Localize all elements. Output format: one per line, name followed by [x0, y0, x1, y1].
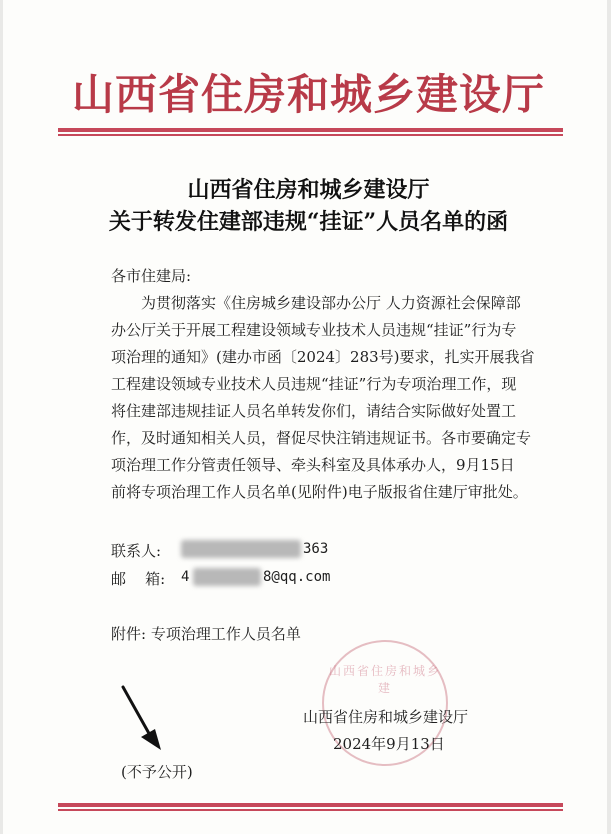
signature-org: 山西省住房和城乡建设厅: [303, 708, 469, 726]
redacted-phone: [181, 540, 301, 558]
body-line: 将住建部违规挂证人员名单转发你们，请结合实际做好处置工: [111, 402, 517, 420]
email-prefix: 4: [181, 569, 190, 585]
signature-date: 2024年9月13日: [333, 735, 445, 753]
arrow-icon: [113, 685, 173, 755]
body-line: 办公厅关于开展工程建设领域专业技术人员违规“挂证”行为专: [111, 321, 517, 339]
email-visible: 8@qq.com: [263, 569, 331, 585]
footer-rule-thick: [58, 803, 563, 807]
document-title-line-1: 山西省住房和城乡建设厅: [187, 177, 430, 203]
body-line: 项治理工作分管责任领导、牵头科室及具体承办人，9月15日: [111, 456, 515, 474]
body-line: 前将专项治理工作人员名单(见附件)电子版报省住建厅审批处。: [111, 483, 528, 501]
disclosure-note: (不予公开): [121, 763, 193, 781]
body-line: 作，及时通知相关人员，督促尽快注销违规证书。各市要确定专: [111, 429, 532, 447]
seal-text: 山西省住房和城乡建: [328, 664, 441, 695]
document-page: [3, 0, 607, 834]
attachment-line: 附件: 专项治理工作人员名单: [111, 625, 301, 643]
document-title-line-2: 关于转发住建部违规“挂证”人员名单的函: [108, 209, 509, 235]
header-rule-thin: [58, 134, 563, 136]
redacted-email: [193, 568, 261, 586]
contact-label: 联系人:: [111, 542, 162, 560]
email-label: 邮 箱:: [111, 570, 166, 588]
body-line: 为贯彻落实《住房城乡建设部办公厅 人力资源社会保障部: [141, 294, 521, 312]
contact-phone-visible: 363: [303, 541, 329, 557]
header-rule-thick: [58, 128, 563, 132]
salutation: 各市住建局:: [111, 267, 192, 285]
body-line: 工程建设领域专业技术人员违规“挂证”行为专项治理工作，现: [111, 375, 517, 393]
footer-rule-thin: [58, 809, 563, 811]
body-line: 项治理的通知》(建办市函〔2024〕283号)要求，扎实开展我省: [111, 348, 535, 366]
letterhead: 山西省住房和城乡建设厅: [71, 70, 545, 119]
